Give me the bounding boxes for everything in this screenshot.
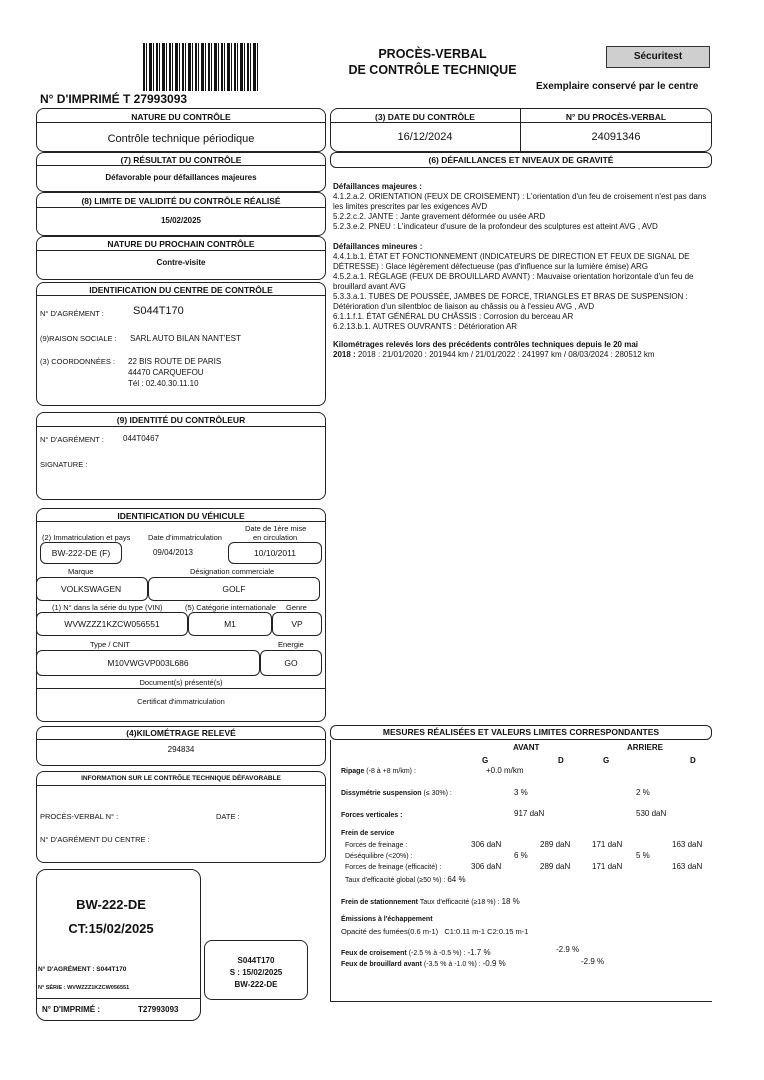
signature-label: SIGNATURE :: [40, 460, 88, 469]
docs-value: Certificat d'immatriculation: [137, 697, 225, 706]
mineures-title: Défaillances mineures :: [333, 242, 423, 251]
sticker-line3: BW-222-DE: [234, 980, 278, 989]
km-label: (4)KILOMÉTRAGE RELEVÉ: [126, 728, 236, 738]
type-label: Type / CNIT: [90, 640, 131, 649]
centre-label: IDENTIFICATION DU CENTRE DE CONTRÔLE: [89, 285, 273, 295]
dissym-ar: 2 %: [636, 788, 650, 797]
controleur-label: (9) IDENTITÉ DU CONTRÔLEUR: [116, 415, 246, 425]
date-circ-label1: Date de 1ère mise: [245, 524, 307, 533]
designation-field: [148, 577, 320, 601]
genre-value: VP: [291, 619, 303, 629]
validite-value: 15/02/2025: [160, 216, 202, 225]
majeure-item: 4.1.2.a.2. ORIENTATION (FEUX DE CROISEMENT) : L'orientation d'un feu de croisement n'est pas dans les limites prescrites par les exigences AVD: [333, 192, 707, 211]
immat-label: (2) Immatriculation et pays: [42, 533, 131, 542]
mesures-label: MESURES RÉALISÉES ET VALEURS LIMITES CORRESPONDANTES: [382, 727, 660, 737]
forces-av: 917 daN: [514, 809, 545, 818]
km-history-title: Kilométrages relevés lors des précédents contrôles techniques depuis le 20 mai: [333, 340, 639, 349]
energie-value: GO: [284, 658, 298, 668]
centre-agrement-label: N° D'AGRÉMENT :: [40, 309, 104, 318]
type-field: [36, 650, 260, 676]
forces-label: Forces verticales :: [341, 812, 403, 819]
centre-agrement: S044T170: [133, 305, 184, 317]
genre-field: [272, 612, 322, 636]
vehicule-label: IDENTIFICATION DU VÉHICULE: [117, 511, 245, 521]
brouillard-label: Feux de brouillard avant: [341, 961, 422, 968]
mineure-item: 4.4.1.b.1. ÉTAT ET FONCTIONNEMENT (INDICATEURS DE DIRECTION ET FEUX DE SIGNAL DE DÉTRESSE) : Glace légèrement défectueuse (pas d'influence sur la lumière émise) ARG: [333, 252, 690, 271]
ff-avg: 306 daN: [471, 840, 502, 849]
ripage-value: +0.0 m/km: [486, 766, 524, 775]
majeure-item: 5.2.2.c.2. JANTE : Jante gravement déformée ou usée ARD: [333, 212, 546, 221]
ffe-arg: 171 daN: [592, 862, 623, 871]
date-circ-label2: en circulation: [253, 533, 298, 542]
ffe-avg: 306 daN: [471, 862, 502, 871]
vignette-plate: BW-222-DE: [76, 897, 146, 912]
vignette-ct: CT:15/02/2025: [68, 921, 154, 936]
vignette-serie: N° SÉRIE : WVWZZZ1KZCW056551: [38, 985, 130, 991]
forces-ar: 530 daN: [636, 809, 667, 818]
deseq-ar: 5 %: [636, 851, 650, 860]
deseq-av: 6 %: [514, 851, 528, 860]
defaillances-label: (6) DÉFAILLANCES ET NIVEAUX DE GRAVITÉ: [428, 155, 614, 165]
dissym-label: Dissymétrie suspension: [341, 790, 422, 797]
croisement-limit: (-2.5 % à -0.5 %) :: [408, 950, 466, 957]
ripage-limit: (-8 à +8 m/km) :: [366, 768, 416, 775]
majeure-item: 5.2.3.e.2. PNEU : L'indicateur d'usure de la profondeur des sculptures est atteint AVG , AVD: [333, 222, 658, 231]
ff-label: Forces de freinage :: [345, 842, 408, 849]
arriere-g: G: [603, 756, 610, 765]
categorie-field: [188, 612, 272, 636]
vignette-imprime: T27993093: [138, 1005, 179, 1014]
ffe-ard: 163 daN: [672, 862, 703, 871]
brand-badge: Sécuritest: [606, 46, 710, 68]
date-immat-label: Date d'immatriculation: [148, 533, 222, 542]
stat-value: 18 %: [501, 897, 520, 906]
opacite-label: Opacité des fumées(0.6 m-1): [341, 927, 439, 936]
emis-title: Émissions à l'échappement: [341, 916, 433, 923]
vin-value: WVWZZZ1KZCW056551: [64, 619, 160, 629]
pv-value: 24091346: [591, 131, 641, 143]
date-label: (3) DATE DU CONTRÔLE: [375, 112, 475, 122]
brouillard-g: -0.9 %: [482, 959, 506, 968]
km-history-values: 2018 : 21/01/2020 : 201944 km / 21/01/2022 : 241997 km / 08/03/2024 : 280512 km: [357, 350, 655, 359]
ff-arg: 171 daN: [592, 840, 623, 849]
ffe-avd: 289 daN: [540, 862, 571, 871]
arriere-d: D: [690, 756, 696, 765]
centre-addr1: 22 BIS ROUTE DE PARIS: [128, 357, 222, 366]
genre-label: Genre: [286, 603, 307, 612]
frein-title: Frein de service: [341, 830, 395, 837]
docs-label: Document(s) présenté(s): [139, 678, 223, 687]
vin-field: [36, 612, 188, 636]
prochain-label: NATURE DU PROCHAIN CONTRÔLE: [107, 239, 255, 249]
sticker-line2: S : 15/02/2025: [229, 968, 283, 977]
majeures-title: Défaillances majeures :: [333, 182, 422, 191]
taux-value: 64 %: [447, 875, 466, 884]
ffe-label: Forces de freinage (efficacité) :: [345, 864, 442, 871]
centre-raison-label: (9)RAISON SOCIALE :: [40, 334, 117, 343]
croisement-g: -1.7 %: [467, 948, 491, 957]
mineure-item: 6.1.1.f.1. ÉTAT GÉNÉRAL DU CHÂSSIS : Corrosion du berceau AR: [333, 312, 574, 321]
pv-label: N° DU PROCÈS-VERBAL: [565, 112, 667, 122]
type-value: M10VWGVP003L686: [107, 658, 189, 668]
resultat-value: Défavorable pour défaillances majeures: [105, 173, 257, 182]
immat-field: [40, 542, 122, 564]
km-value: 294834: [167, 745, 195, 754]
opacite-value: C1:0.11 m-1 C2:0.15 m-1: [444, 927, 529, 936]
date-circ-value: 10/10/2011: [254, 548, 296, 558]
dissym-limit: (≤ 30%) :: [423, 790, 452, 797]
arriere-header: ARRIERE: [627, 743, 664, 752]
stat-label: Frein de stationnement: [341, 899, 419, 906]
croisement-label: Feux de croisement: [341, 950, 407, 957]
croisement-d: -2.9 %: [556, 945, 580, 954]
nature-label: NATURE DU CONTRÔLE: [131, 112, 231, 122]
imprime-number: N° D'IMPRIMÉ T 27993093: [40, 92, 188, 106]
avant-g: G: [482, 756, 489, 765]
vin-label: (1) N° dans la série du type (VIN): [52, 603, 163, 612]
stat-limit: Taux d'efficacité (≥18 %) :: [419, 899, 500, 906]
vignette-imprime-label: N° D'IMPRIMÉ :: [42, 1005, 100, 1014]
centre-raison: SARL AUTO BILAN NANT'EST: [130, 334, 241, 343]
validite-label: (8) LIMITE DE VALIDITÉ DU CONTRÔLE RÉALISÉ: [81, 196, 281, 206]
brouillard-limit: (-3.5 % à -1.0 %) :: [423, 961, 481, 968]
deseq-label: Déséquilibre (<20%) :: [345, 853, 413, 860]
resultat-label: (7) RÉSULTAT DU CONTRÔLE: [120, 155, 242, 165]
info-pv-label: PROCÈS-VERBAL N° :: [40, 812, 119, 821]
marque-field: [36, 577, 148, 601]
date-value: 16/12/2024: [397, 131, 453, 143]
ripage-label: Ripage: [341, 768, 365, 775]
categorie-label: (5) Catégorie internationale: [185, 603, 276, 612]
mineure-item: 4.5.2.a.1. RÉGLAGE (FEUX DE BROUILLARD AVANT) : Mauvaise orientation horizontale d'un feu de brouillard avant AVG: [333, 272, 694, 291]
controleur-agrement-label: N° D'AGRÉMENT :: [40, 435, 104, 444]
ff-ard: 163 daN: [672, 840, 703, 849]
categorie-value: M1: [224, 619, 236, 629]
mineure-item: 5.3.3.a.1. TUBES DE POUSSÉE, JAMBES DE FORCE, TRIANGLES ET BRAS DE SUSPENSION : Détérioration d'un silentbloc de liaison au châssis ou à l'essieu AVG , AVD: [333, 292, 688, 311]
marque-label: Marque: [68, 567, 94, 576]
barcode: [143, 43, 259, 91]
nature-value: Contrôle technique périodique: [107, 133, 255, 145]
vignette-agrement: N° D'AGRÉMENT : S044T170: [38, 966, 127, 973]
centre-tel: Tél : 02.40.30.11.10: [128, 379, 199, 388]
centre-coord-label: (3) COORDONNÉES :: [40, 357, 116, 366]
prochain-value: Contre-visite: [156, 258, 206, 267]
copy-note: Exemplaire conservé par le centre: [536, 81, 699, 92]
centre-addr2: 44470 CARQUEFOU: [128, 368, 204, 377]
info-date-label: DATE :: [216, 812, 240, 821]
dissym-av: 3 %: [514, 788, 528, 797]
controleur-agrement: 044T0467: [123, 434, 160, 443]
marque-value: VOLKSWAGEN: [61, 584, 122, 594]
energie-label: Energie: [278, 640, 304, 649]
info-defav-label: INFORMATION SUR LE CONTRÔLE TECHNIQUE DÉFAVORABLE: [81, 775, 281, 782]
title-line2: DE CONTRÔLE TECHNIQUE: [348, 63, 517, 77]
designation-value: GOLF: [222, 584, 246, 594]
sticker-line1: S044T170: [237, 956, 275, 965]
defaillances-content: Défaillances majeures : 4.1.2.a.2. ORIENTATION (FEUX DE CROISEMENT) : L'orientation d'un feu de croisement n'est pas dans les limites prescrites par les exigences AVD 5.2.2.c.2. JANTE : Jante gravement déformée ou usée ARD 5.2.3.e.2. PNEU : L'indicateur d'usure de la profondeur des sculptures est atteint AVG , AVD Défaillances mineures : 4.4.1.b.1. ÉTAT ET FONCTIONNEMENT (INDICATEURS DE DIRECTION ET FEUX DE SIGNAL DE DÉTRESSE) : Glace légèrement défectueuse (pas d'influence sur la lumière émise) ARG 4.5.2.a.1. RÉGLAGE (FEUX DE BROUILLARD AVANT) : Mauvaise orientation horizontale d'un feu de brouillard avant AVG 5.3.3.a.1. TUBES DE POUSSÉE, JAMBES DE FORCE, TRIANGLES ET BRAS DE SUSPENSION : Détérioration d'un silentbloc de liaison au châssis ou à l'essieu AVG , AVD 6.1.1.f.1. ÉTAT GÉNÉRAL DU CHÂSSIS : Corrosion du berceau AR 6.2.13.b.1. AUTRES OUVRANTS : Détérioration AR Kilométrages relevés lors des précédents contrôles techniques depuis le 20 mai 2018 : 2018 : 21/01/2020 : 201944 km / 21/01/2022 : 241997 km / 08/03/2024 : 280512 km: [333, 182, 709, 360]
ff-avd: 289 daN: [540, 840, 571, 849]
energie-field: [260, 650, 322, 676]
info-agrement-label: N° D'AGRÉMENT DU CENTRE :: [40, 835, 150, 844]
avant-d: D: [558, 756, 564, 765]
taux-label: Taux d'efficacité global (≥50 %) :: [345, 877, 446, 884]
designation-label: Désignation commerciale: [190, 567, 275, 576]
brouillard-d: -2.9 %: [581, 957, 605, 966]
mineure-item: 6.2.13.b.1. AUTRES OUVRANTS : Détérioration AR: [333, 322, 518, 331]
date-immat-value: 09/04/2013: [152, 548, 194, 557]
avant-header: AVANT: [513, 743, 540, 752]
title-line1: PROCÈS-VERBAL: [378, 47, 487, 61]
date-circ-field: [228, 542, 322, 564]
immat-value: BW-222-DE (F): [51, 548, 111, 558]
